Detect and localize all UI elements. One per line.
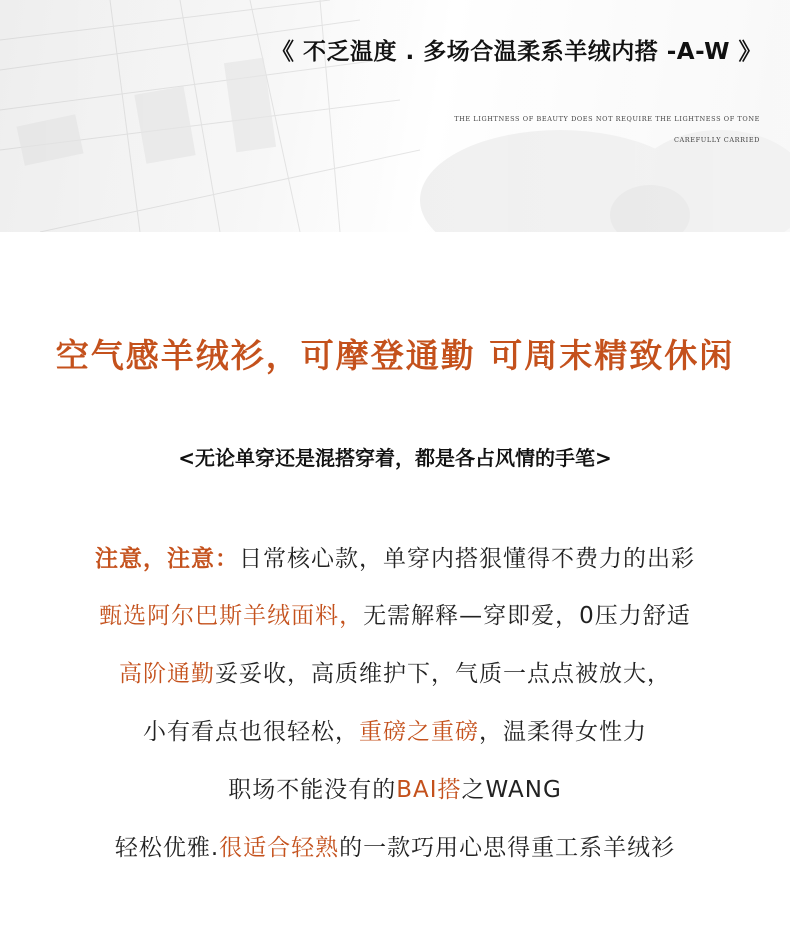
description-line-2 bbox=[0, 597, 790, 630]
page-subheading: <无论单穿还是混搭穿着，都是各占风情的手笔> bbox=[178, 446, 612, 470]
description-text: 无需解释—穿即爱，0压力舒适 bbox=[363, 603, 691, 629]
description-text: 小有看点也很轻松， bbox=[143, 719, 359, 745]
description-highlight: BAI搭 bbox=[396, 777, 462, 803]
banner-subtitle-line2: CAREFULLY CARRIED bbox=[673, 136, 760, 144]
description-highlight: 重磅之重磅 bbox=[359, 719, 479, 745]
description-highlight: 注意，注意： bbox=[95, 546, 239, 572]
description-text: 的一款巧用心思得重工系羊绒衫 bbox=[339, 835, 676, 861]
header-banner bbox=[0, 0, 790, 232]
description-highlight: 高阶通勤 bbox=[119, 661, 215, 687]
description-line-5 bbox=[0, 771, 790, 804]
description-line-1 bbox=[0, 540, 790, 573]
description-text: ，温柔得女性力 bbox=[479, 719, 647, 745]
description-highlight: 很适合轻熟 bbox=[219, 835, 340, 861]
banner-subtitle-line1: THE LIGHTNESS OF BEAUTY DOES NOT REQUIRE THE LIGHTNESS OF TONE bbox=[454, 115, 760, 123]
page-headline: 空气感羊绒衫，可摩登通勤 可周末精致休闲 bbox=[55, 336, 735, 375]
description-line-4 bbox=[0, 713, 790, 746]
description-line-6 bbox=[0, 829, 790, 862]
banner-title: 《 不乏温度 . 多场合温柔系羊绒内搭 -A-W 》 bbox=[270, 39, 762, 65]
description-text: 日常核心款，单穿内搭狠懂得不费力的出彩 bbox=[239, 546, 695, 572]
description-line-3 bbox=[0, 655, 790, 688]
description-text: 职场不能没有的 bbox=[228, 777, 397, 803]
description-text: 妥妥收，高质维护下，气质一点点被放大， bbox=[215, 661, 671, 687]
description-highlight: 甄选阿尔巴斯羊绒面料， bbox=[99, 603, 364, 629]
description-text: 轻松优雅. bbox=[114, 835, 220, 861]
description-text: 之WANG bbox=[461, 777, 562, 803]
